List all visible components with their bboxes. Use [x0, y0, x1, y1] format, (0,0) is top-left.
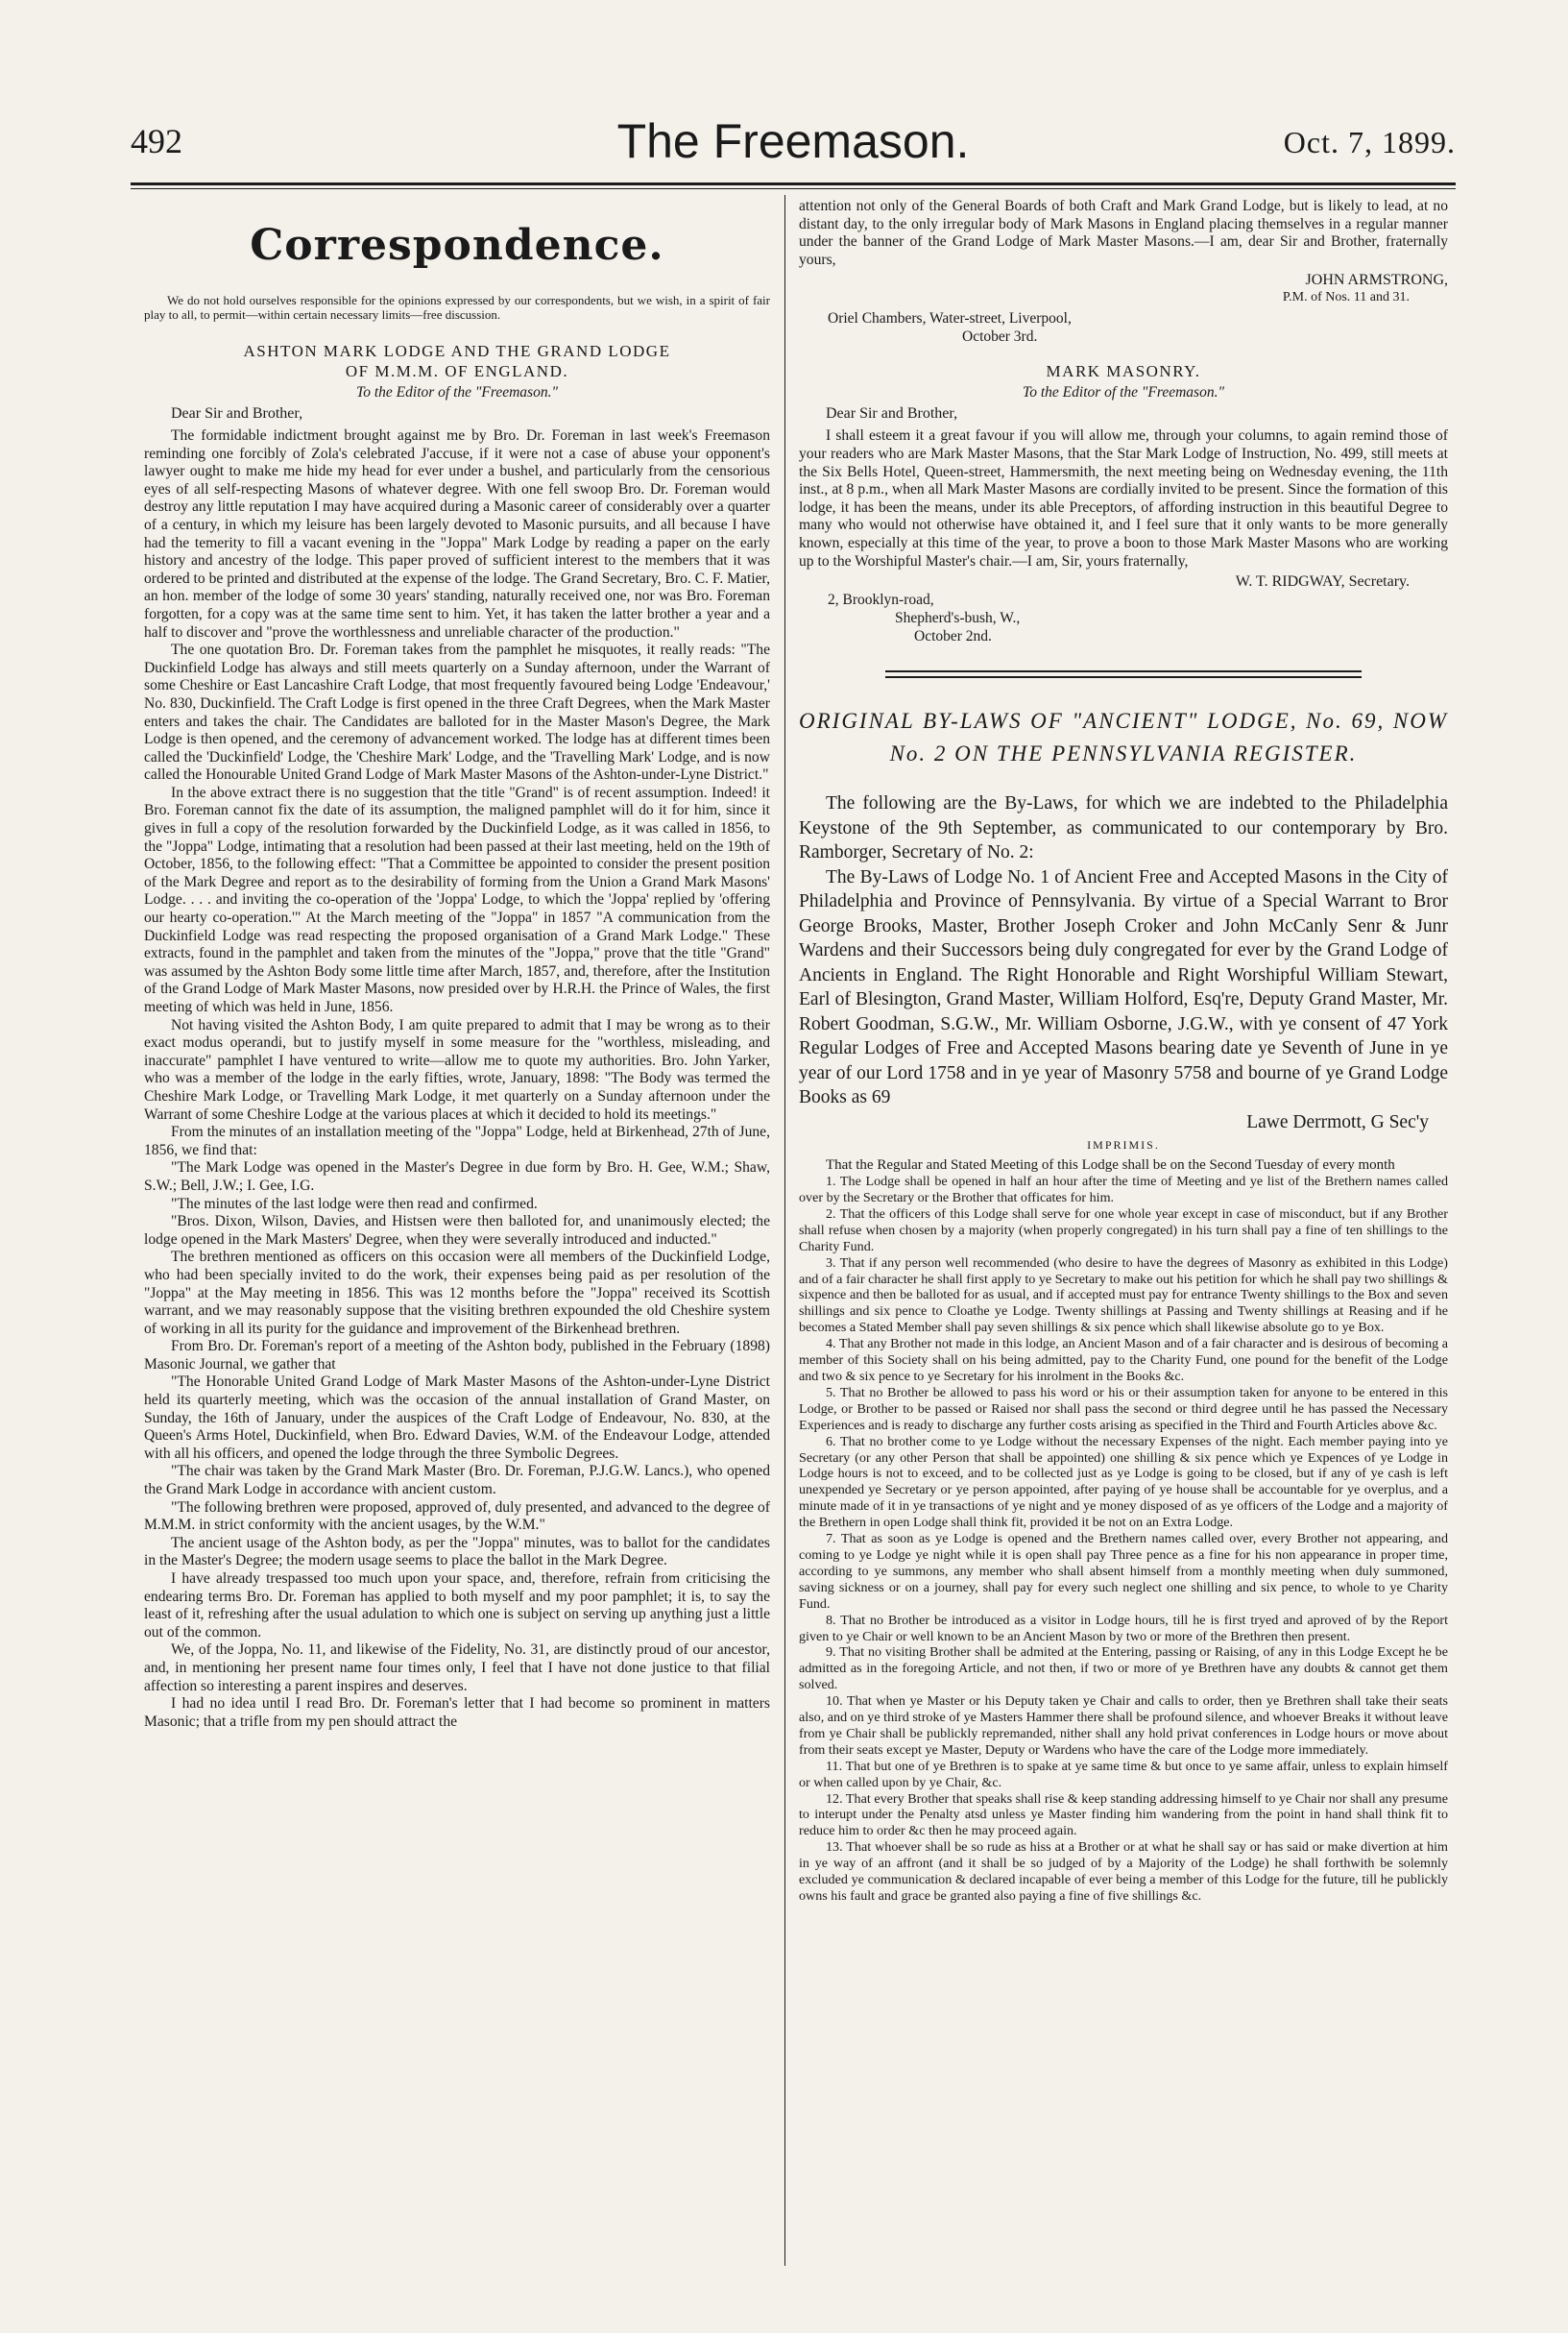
section-title: Correspondence.: [250, 221, 664, 270]
letter-continuation: attention not only of the General Boards of both Craft and Mark Grand Lodge, but is likely to lead, at no distant day, to the only irregular body of Mark Masons in England placing themselves in a regular manner under the banner of the Grand Lodge of Mark Master Masons.—I am, dear Sir and Brother, fraternally yours,: [799, 198, 1448, 268]
bylaw-rule: 6. That no brother come to ye Lodge without the necessary Expenses of the night. Each member paying into ye Secretary (or any other Person that shall be appointed) one shilling & six pence which ye Expences of ye Lodge in Lodge hours is not to exceed, and to be collected just as ye Lodge is going to be closed, but if any of ye cash is left unexpended ye Secretary or ye person appointed, after paying of ye house shall be accountable for ye overplus, and a minute made of it in ye transactions of ye night and ye money disposed of as ye officers of the Lodge and a majority of the Brethern in open Lodge shall think fit, provided it be not on an Extra Lodge.: [799, 1433, 1448, 1531]
article-heading: ORIGINAL BY-LAWS OF "ANCIENT" LODGE, No. 69, NOW No. 2 ON THE PENNSYLVANIA REGISTER.: [799, 709, 1448, 766]
masthead-rule: [131, 182, 1456, 185]
issue-date: Oct. 7, 1899.: [1283, 125, 1456, 159]
imprimis-label: IMPRIMIS.: [1087, 1138, 1160, 1153]
letter-paragraph: From Bro. Dr. Foreman's report of a meeting of the Ashton body, published in the February (1898) Masonic Journal, we gather that: [144, 1338, 770, 1373]
bylaw-rule: 4. That any Brother not made in this lodge, an Ancient Mason and of a fair character and is desirous of becoming a member of this Society shall on his being admitted, pay to the Charity Fund, one pound for the benefit of the Lodge and two & six pence to ye Secretary for his inrolment in the Books &c.: [799, 1336, 1448, 1384]
page-number: 492: [131, 122, 182, 160]
bylaw-rule: 11. That but one of ye Brethren is to spake at ye same time & but once to ye same affair, unless to explain himself or when called upon by ye Chair, &c.: [799, 1758, 1448, 1790]
to-editor-line: To the Editor of the "Freemason.": [356, 384, 558, 401]
bylaw-rule: 5. That no Brother be allowed to pass his word or his or their assumption taken for anyone to be entered in this Lodge, or Brother to be passed or Raised nor shall pass the second or third degree until he has passed the Necessary Experiences and is ready to discharge any further costs arising as specified in the Third and Fourth Articles above &c.: [799, 1384, 1448, 1433]
bylaw-rule: 12. That every Brother that speaks shall rise & keep standing addressing himself to ye Chair nor shall any presume to interupt under the Penalty atsd unless ye Master finding him wandering from the point in hand shall think fit to reduce him to order &c then he may proceed again.: [799, 1790, 1448, 1839]
salutation: Dear Sir and Brother,: [171, 405, 303, 422]
bylaw-lead: That the Regular and Stated Meeting of this Lodge shall be on the Second Tuesday of every month: [826, 1157, 1395, 1174]
signature: JOHN ARMSTRONG,: [1305, 272, 1448, 289]
letter-paragraph: "The Honorable United Grand Lodge of Mark Master Masons of the Ashton-under-Lyne District held its quarterly meeting, which was the occasion of the annual installation of Grand Master, on Sunday, the 16th of January, under the auspices of the Craft Lodge of Endeavour, No. 830, at the Queen's Arms Hotel, Duckinfield, when Bro. Edward Davies, W.M. of the Endeavour Lodge, attended with all his officers, and opened the lodge through the three Symbolic Degrees.: [144, 1373, 770, 1462]
letter-paragraph: "The Mark Lodge was opened in the Master's Degree in due form by Bro. H. Gee, W.M.; Shaw, S.W.; Bell, J.W.; I. Gee, I.G.: [144, 1159, 770, 1194]
letter-paragraph: The ancient usage of the Ashton body, as per the "Joppa" minutes, was to ballot for the candidates in the Master's Degree; the modern usage seems to place the ballot in the Mark Degree.: [144, 1534, 770, 1569]
letter-heading: ASHTON MARK LODGE AND THE GRAND LODGE: [243, 342, 671, 360]
letter-heading: MARK MASONRY.: [1046, 362, 1201, 381]
bylaw-rule: 9. That no visiting Brother shall be admited at the Entering, passing or Raising, of any in this Lodge Except he be admitted as in the foregoing Article, and not then, if two or more of ye Brethren have any doubts & cannot get them solved.: [799, 1644, 1448, 1693]
bylaw-rule: 7. That as soon as ye Lodge is opened and the Brethern names called over, every Brother not appearing, and coming to ye Lodge ye night while it is open shall pay Three pence as a fine for his non appearance in proper time, according to ye summons, any member who shall absent himself from a monthly meeting when duly summoned, saving sickness or on a journey, shall pay for every such neglect one shilling and six pence, to whole to ye Charity Fund.: [799, 1531, 1448, 1612]
address-date: October 2nd.: [914, 628, 992, 645]
letter-paragraph: "The following brethren were proposed, approved of, duly presented, and advanced to the degree of M.M.M. in strict conformity with the ancient usages, by the W.M.": [144, 1498, 770, 1534]
letter-paragraph: The formidable indictment brought against me by Bro. Dr. Foreman in last week's Freemason reminding one forcibly of Zola's celebrated J'accuse, if it were not a case of abuse your opponent's lawyer ought to make me hide my head for ever under a bushel, and particularly from the censorious eyes of all self-respecting Masons of whatever degree. With one fell swoop Bro. Dr. Foreman would destroy any little reputation I may have acquired during a Masonic career of considerably over a quarter of a century, in which my leisure has been largely devoted to Masonic pursuits, and all because I have had the temerity to fill a vacant evening in the "Joppa" Mark Lodge by reading a paper on the early history and ancestry of the lodge. This paper proved of sufficient interest to the members that it was ordered to be printed and distributed at the expense of the lodge. The Grand Secretary, Bro. C. F. Matier, an hon. member of the lodge of some 30 years' standing, naturally received one, nor was Bro. Foreman forgotten, for a copy was at the same time sent to him. Yet, it has taken the latter brother a year and a half to discover and "prove the worthlessness and unreliable character of the production.": [144, 427, 770, 641]
editorial-disclaimer: We do not hold ourselves responsible for the opinions expressed by our correspondents, but we wish, in a spirit of fair play to all, to permit—within certain necessary limits—free discussion.: [144, 293, 770, 322]
masthead: [131, 113, 1456, 173]
bylaw-rule: 1. The Lodge shall be opened in half an hour after the time of Meeting and ye list of the Brethern names called over by the Secretary or the Brother that officates for him.: [799, 1174, 1448, 1206]
letter-paragraph: We, of the Joppa, No. 11, and likewise of the Fidelity, No. 31, are distinctly proud of our ancestor, and, in mentioning her present name four times only, I feel that I have not done justice to that filial affection so interesting a parent inspires and deserves.: [144, 1641, 770, 1694]
article-intro: The By-Laws of Lodge No. 1 of Ancient Free and Accepted Masons in the City of Philadelphia and Province of Pennsylvania. By virtue of a Special Warrant to Bror George Brooks, Master, Brother Joseph Croker and John McCanly Senr & Junr Wardens and their Successors being duly congregated for ever by the Grand Lodge of Ancients in England. The Right Honorable and Right Worshipful William Stewart, Earl of Blesington, Grand Master, William Holford, Esq're, Deputy Grand Master, Mr. Robert Goodman, S.G.W., Mr. William Osborne, J.G.W., with ye consent of 47 York Regular Lodges of Free and Accepted Masons bearing date ye Seventh of June in ye year of our Lord 1758 and in ye year of Masonry 5758 and bourne of ye Grand Lodge Books as 69: [799, 866, 1448, 1108]
to-editor-line: To the Editor of the "Freemason.": [1023, 384, 1224, 401]
section-double-rule: [885, 670, 1362, 678]
salutation: Dear Sir and Brother,: [826, 405, 958, 423]
letter-paragraph: Not having visited the Ashton Body, I am quite prepared to admit that I may be wrong as to their exact modus operandi, but to justify myself in some measure for the "worthless, misleading, and inaccurate" pamphlet I have ventured to write—allow me to quote my authorities. Bro. John Yarker, who was a member of the lodge in the early fifties, wrote, January, 1898: "The Body was termed the Cheshire Mark Lodge, or Travelling Mark Lodge, it met quarterly on a Sunday afternoon under the Warrant of some Cheshire Lodge at the various places at which it decided to hold its meetings.": [144, 1016, 770, 1123]
letter-paragraph: I had no idea until I read Bro. Dr. Foreman's letter that I had become so prominent in matters Masonic; that a trifle from my pen should attract the: [144, 1695, 770, 1730]
letter-paragraph: The brethren mentioned as officers on this occasion were all members of the Duckinfield Lodge, who had been specially invited to do the work, their expenses being paid as per resolution of the "Joppa" at the May meeting in 1856. This was 12 months before the "Joppa" received its Scottish warrant, and we may reasonably suppose that the visiting brethren expounded the old Cheshire system of working in all its purity for the guidance and improvement of the Birkenhead brethren.: [144, 1249, 770, 1337]
letter-heading-2: OF M.M.M. OF ENGLAND.: [345, 362, 569, 380]
letter-paragraph: The one quotation Bro. Dr. Foreman takes from the pamphlet he misquotes, it really reads: "The Duckinfield Lodge has always and still meets quarterly on a Sunday afternoon, under the Warrant of some Cheshire or East Lancashire Craft Lodge, that most frequently favoured being Lodge 'Endeavour,' No. 830, Duckinfield. The Craft Lodge is first opened in the three Craft Degrees, when the Mark Master enters and takes the chair. The Candidates are balloted for in the Master Mason's Degree, the Mark Lodge is then opened, and the ceremony of advancement worked. The lodge has at different times been called the 'Duckinfield' Lodge, the 'Cheshire Mark' Lodge, and the 'Travelling Mark' Lodge, and is now called the Honourable United Grand Lodge of Mark Master Masons of the Ashton-under-Lyne District.": [144, 642, 770, 784]
letter-paragraph: "The chair was taken by the Grand Mark Master (Bro. Dr. Foreman, P.J.G.W. Lancs.), who opened the Grand Mark Lodge in accordance with ancient custom.: [144, 1463, 770, 1498]
signature-title: P.M. of Nos. 11 and 31.: [1282, 290, 1410, 305]
bylaw-rule: 8. That no Brother be introduced as a visitor in Lodge hours, till he is first tryed and aproved of by the Report given to ye Chair or well known to be an Ancient Mason by two or more of the Brethren then present.: [799, 1612, 1448, 1644]
letter-paragraph: From the minutes of an installation meeting of the "Joppa" Lodge, held at Birkenhead, 27th of June, 1856, we find that:: [144, 1124, 770, 1158]
newspaper-title: The Freemason.: [616, 114, 970, 168]
bylaw-rule: 10. That when ye Master or his Deputy taken ye Chair and calls to order, then ye Brethren shall take their seats also, and on ye third stroke of ye Masters Hammer there shall be profound silence, and whoever Breaks it without leave from ye Chair shall be publickly repremanded, nither shall any hold privat conferences in Lodge hours or move about from their seats except ye Master, Deputy or Wardens who have the care of the Lodge more immediately.: [799, 1693, 1448, 1758]
address-date: October 3rd.: [962, 328, 1038, 346]
column-divider: [784, 195, 785, 2266]
bylaw-rule: 2. That the officers of this Lodge shall serve for one whole year except in case of misconduct, but if any Brother shall refuse when chosen by a majority (when properly congregated) in his turn shall pay a fine of ten shillings to the Charity Fund.: [799, 1205, 1448, 1254]
letter-paragraph: In the above extract there is no suggestion that the title "Grand" is of recent assumption. Indeed! it Bro. Foreman cannot fix the date of its assumption, the maligned pamphlet will do it for him, since it gives in full a copy of the resolution forwarded by the Duckinfield Lodge, as it was called in 1856, to the "Joppa" Lodge, intimating that a resolution had been passed at their last meeting, held on the 19th of October, 1856, to the following effect: "That a Committee be appointed to consider the present position of the Mark Degree and report as to the desirability of forming from the Union a Grand Mark Masons' Lodge. . . . and inviting the co-operation of the 'Joppa' Lodge, to which the 'Joppa' replied by 'offering our hearty co-operation.'" At the March meeting of the "Joppa" in 1857 "A communication from the Duckinfield Lodge was read respecting the proposed organisation of a Grand Mark Lodge." These extracts, found in the pamphlet and taken from the minutes of the "Joppa," prove that the title "Grand" was assumed by the Ashton Body some little time after March, 1857, and, therefore, after the Institution of the Grand Lodge of Mark Master Masons, now presided over by H.R.H. the Prince of Wales, the first meeting of which was held in June, 1856.: [144, 784, 770, 1015]
bylaw-rule: 3. That if any person well recommended (who desire to have the degrees of Masonry as exhibited in this Lodge) and of a fair character he shall first apply to ye Secretary to make out his petition for which he shall pay two shillings & sixpence and then be balloted for as usual, and if accepted must pay for entrance Twenty shillings to the Box and seven shillings and six pence to Cloathe ye Lodge. Twenty shillings at Passing and Twenty shillings at Reasing and if he becomes a Stated Member shall pay seven shillings & six pence which shall likewise absolute go to ye Box.: [799, 1254, 1448, 1336]
right-column: [799, 198, 1448, 2263]
address-line: Oriel Chambers, Water-street, Liverpool,: [828, 310, 1072, 328]
letter-paragraph: "Bros. Dixon, Wilson, Davies, and Histsen were then balloted for, and unanimously elected; the lodge opened in the Mark Masters' Degree, when they were severally introduced and inducted.": [144, 1213, 770, 1248]
bylaw-rule: 13. That whoever shall be so rude as hiss at a Brother or at what he shall say or has said or make divertion at him in ye way of an affront (and it shall be so judged of by a Majority of the Lodge) he shall forthwith be solemnly excluded ye communication & declared incapable of ever being a member of this Lodge for the future, till he publickly owns his fault and grace be granted also paying a fine of five shillings &c.: [799, 1839, 1448, 1904]
address-line: Shepherd's-bush, W.,: [895, 610, 1021, 627]
letter-paragraph: I have already trespassed too much upon your space, and, therefore, refrain from criticising the endearing terms Bro. Dr. Foreman has applied to both myself and my poor pamphlet; it is, to say the least of it, refreshing after the usual adulation to which one is subject on serving up anything just a little out of the common.: [144, 1570, 770, 1640]
masthead-rule-thin: [131, 188, 1456, 189]
signature: W. T. RIDGWAY, Secretary.: [1235, 573, 1410, 591]
article-signed: Lawe Derrmott, G Sec'y: [1246, 1111, 1429, 1132]
letter-paragraph: "The minutes of the last lodge were then read and confirmed.: [171, 1195, 538, 1212]
letter-paragraph: I shall esteem it a great favour if you will allow me, through your columns, to again remind those of your readers who are Mark Master Masons, that the Star Mark Lodge of Instruction, No. 499, still meets at the Six Bells Hotel, Queen-street, Hammersmith, the next meeting being on Wednesday evening, the 11th inst., at 8 p.m., when all Mark Master Masons are cordially invited to be present. Since the formation of this lodge, it has been the means, under its able Preceptors, of affording instruction in this beautiful Degree to many who would not otherwise have obtained it, and I feel sure that it only wants to be more generally known, especially at this time of the year, to prove a boon to those Mark Master Masons who are working up to the Worshipful Master's chair.—I am, Sir, yours fraternally,: [799, 427, 1448, 570]
article-intro: The following are the By-Laws, for which we are indebted to the Philadelphia Keystone of the 9th September, as communicated to our contemporary by Bro. Ramborger, Secretary of No. 2:: [799, 793, 1448, 863]
address-line: 2, Brooklyn-road,: [828, 592, 934, 609]
left-column: [144, 198, 770, 2263]
